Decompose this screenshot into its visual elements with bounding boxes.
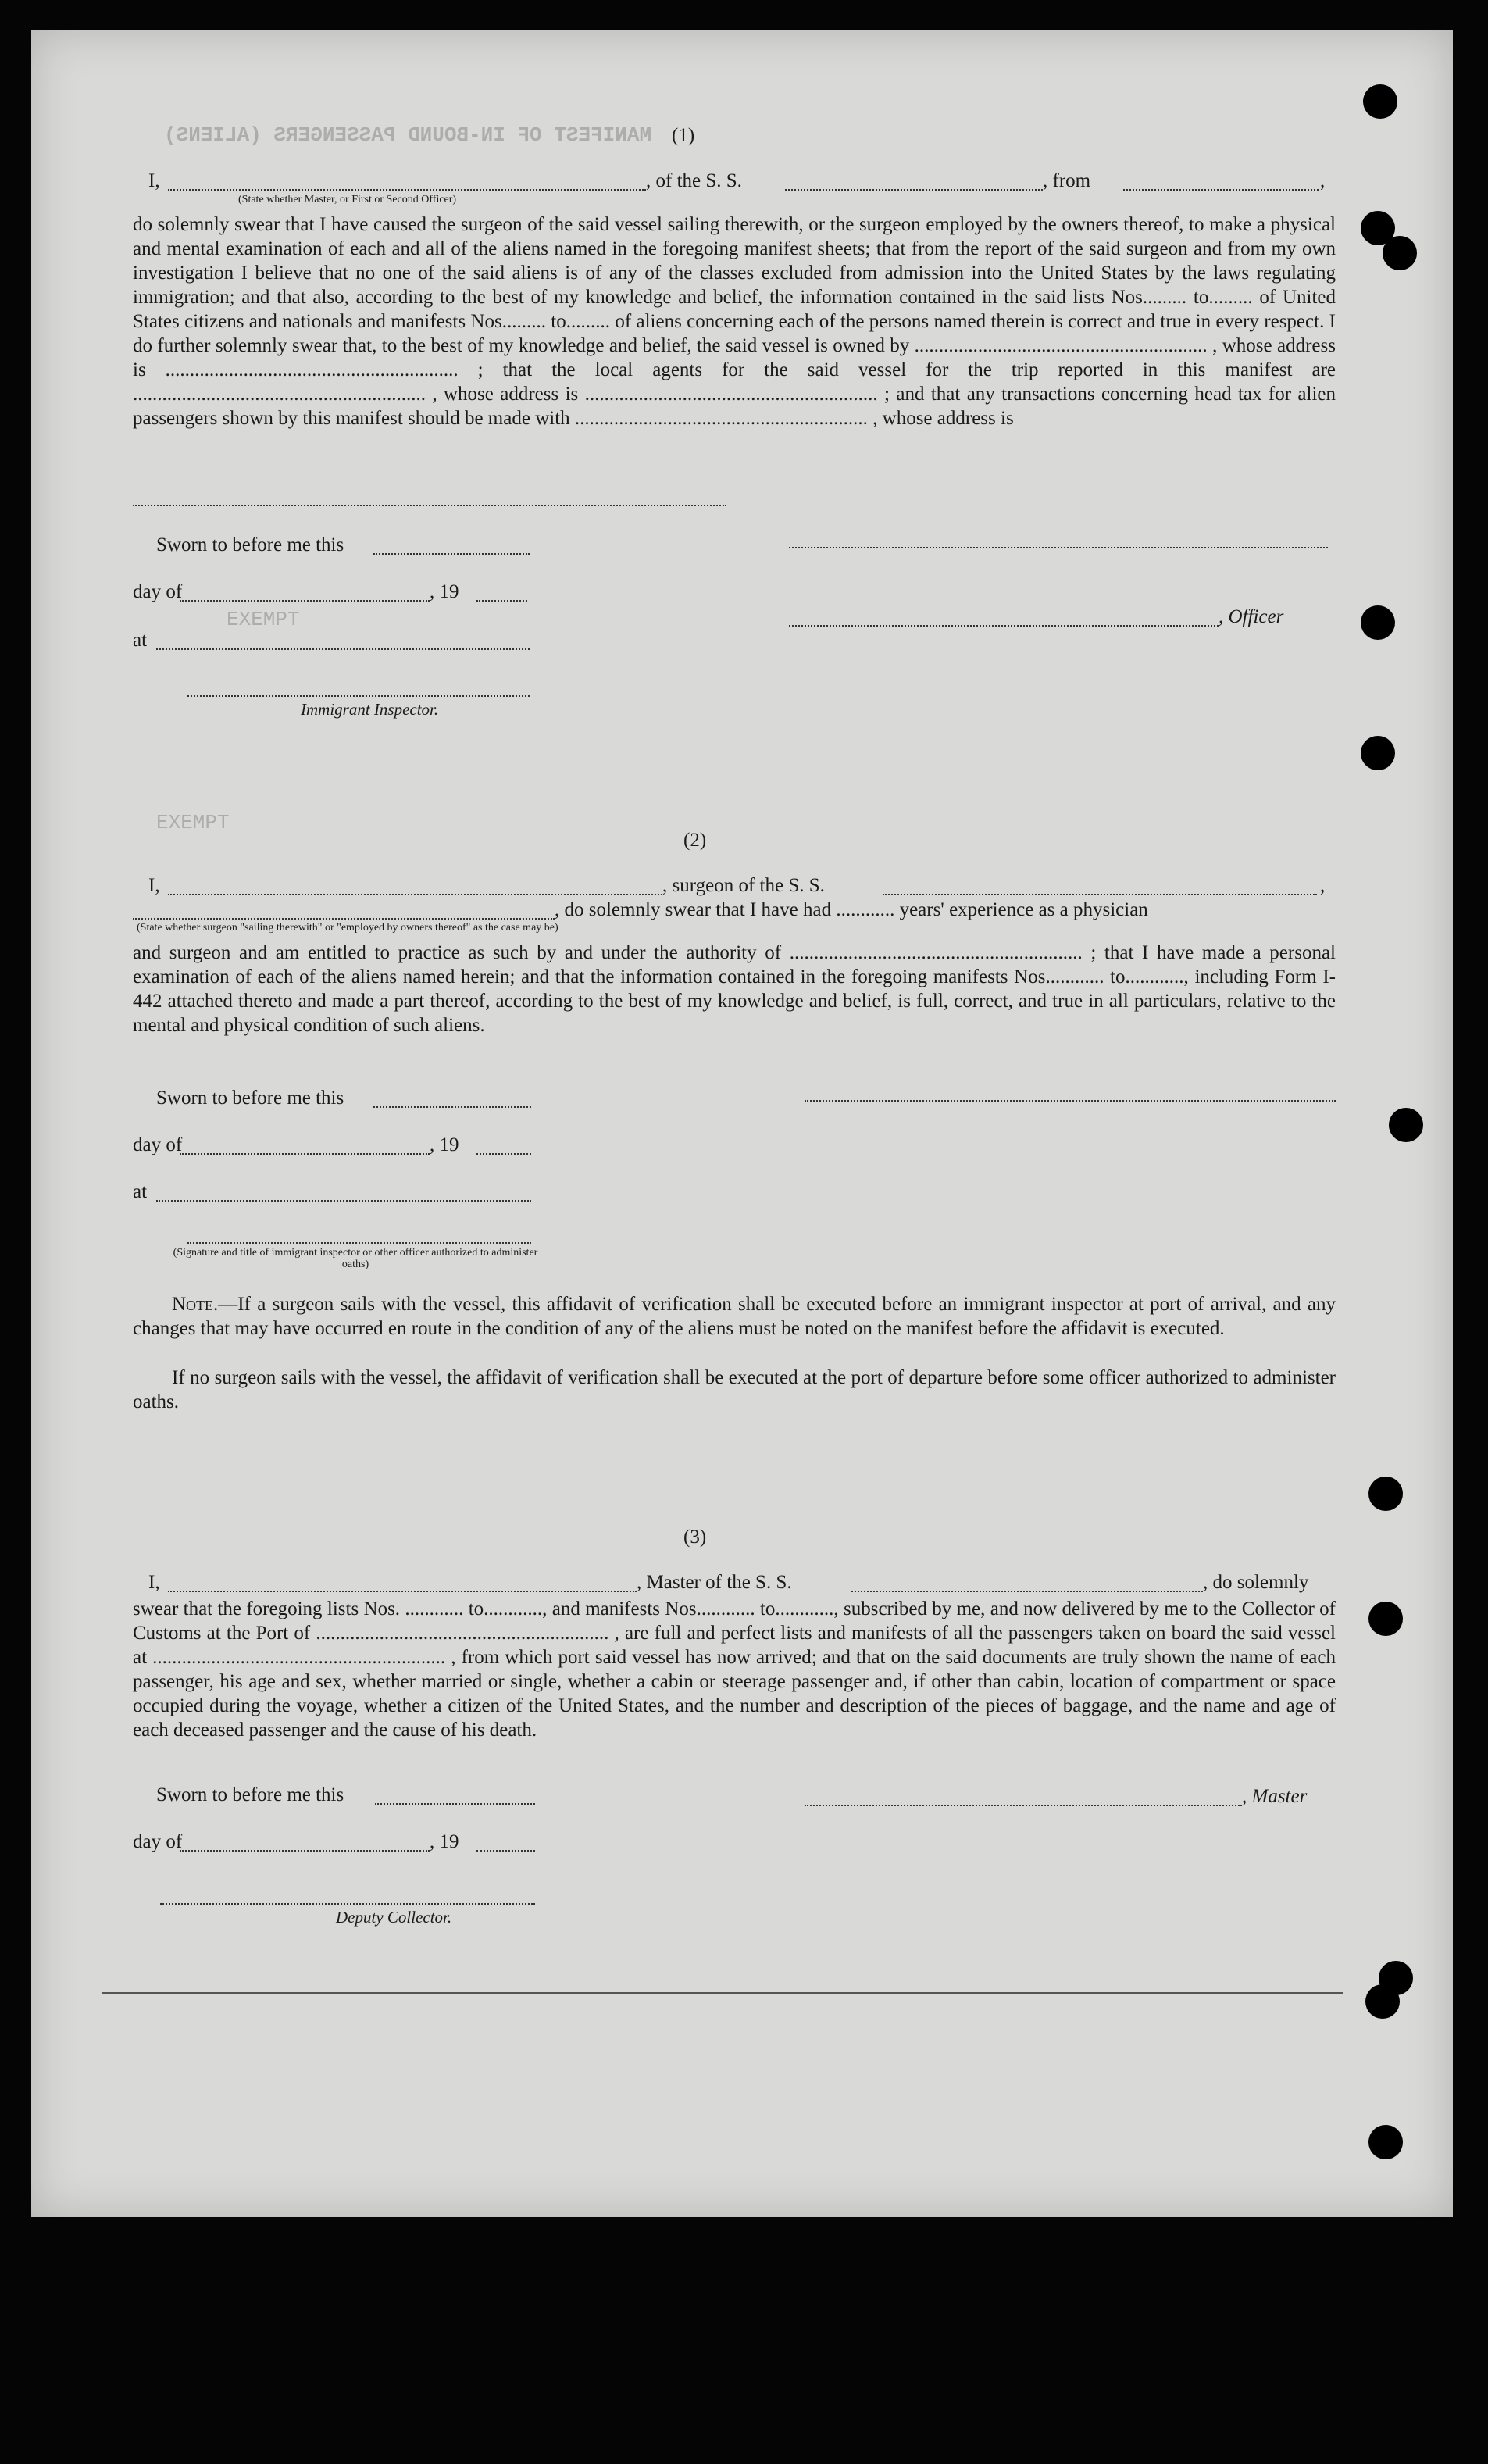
binder-hole <box>1361 736 1395 770</box>
oath-line: , <box>1320 875 1326 896</box>
bleed-through-exempt: EXEMPT <box>156 811 230 834</box>
fill-line <box>168 1591 637 1592</box>
fill-line <box>180 600 430 602</box>
oath-line: , of the S. S. <box>646 170 742 191</box>
master-label: , Master <box>1242 1786 1308 1807</box>
section-number: (2) <box>683 830 707 851</box>
bleed-through-title: MANIFEST OF IN-BOUND PASSENGERS (ALIENS) <box>164 123 652 147</box>
fill-line <box>476 600 527 602</box>
binder-hole <box>1368 1477 1403 1511</box>
fill-line <box>1123 189 1319 191</box>
signature-line <box>805 1100 1336 1102</box>
fill-line <box>375 1803 535 1805</box>
fill-line <box>180 1153 430 1155</box>
binder-hole <box>1368 1602 1403 1636</box>
section-number: (1) <box>672 125 695 146</box>
fill-line <box>133 918 555 920</box>
note-text: —If a surgeon sails with the vessel, this affidavit of verification shall be executed before an immigrant inspector at port of arrival, and any changes that may have occurred en route in the condition of any of the aliens must be noted on the manifest before the affidavit is executed. <box>133 1294 1336 1339</box>
sworn-label: Sworn to before me this <box>156 1087 344 1109</box>
signature-line <box>789 625 1219 627</box>
oath-line: , <box>1320 170 1326 191</box>
fill-line <box>476 1850 535 1852</box>
deputy-label: Deputy Collector. <box>336 1908 452 1927</box>
officer-label: , Officer <box>1219 606 1284 627</box>
fill-line <box>373 553 530 555</box>
fill-line <box>156 648 530 650</box>
field-note: (State whether surgeon "sailing therewith" or "employed by owners thereof" as the case may be) <box>137 922 558 934</box>
oath-line: , from <box>1043 170 1091 191</box>
oath-line: , Master of the S. S. <box>637 1572 792 1593</box>
binder-hole <box>1361 605 1395 640</box>
oath-line: , do solemnly <box>1203 1572 1309 1593</box>
note-paragraph-2: If no surgeon sails with the vessel, the affidavit of verification shall be executed at the port of departure before some officer authorized to administer oaths. <box>133 1367 1336 1412</box>
inspector-label: Immigrant Inspector. <box>301 700 439 719</box>
bottom-rule <box>102 1992 1343 1994</box>
sworn-label: Sworn to before me this <box>156 534 344 555</box>
sworn-label: Sworn to before me this <box>156 1784 344 1805</box>
signature-line <box>805 1805 1242 1806</box>
bleed-through-exempt: EXEMPT <box>227 608 300 631</box>
oath-body: swear that the foregoing lists Nos. ............ to............, and manifests Nos............ to............, subscribed by me, and now delivered by me to the Collector of Customs at the Port of ............................................................ , are full and perfect lists and manifests of all the passengers taken on board the said vessel at ............................................................ , from which port said vessel has now arrived; and that on the said documents are truly shown the name of each passenger, his age and sex, whether married or single, whether a cabin or steerage passenger and, if other than cabin, location of compartment or space occupied during the voyage, whether a citizen of the United States, and the number and description of the pieces of baggage, and the name and age of each deceased passenger and the cause of his death. <box>133 1598 1336 1741</box>
signature-line <box>187 1242 531 1244</box>
oath-line: I, <box>148 875 160 896</box>
field-note: (State whether Master, or First or Second Officer) <box>238 194 457 205</box>
at-label: at <box>133 1181 148 1202</box>
binder-hole <box>1368 2125 1403 2159</box>
binder-hole <box>1389 1108 1423 1142</box>
fill-line <box>133 505 726 506</box>
binder-hole <box>1365 1984 1400 2019</box>
form-page <box>31 30 1453 2217</box>
fill-line <box>168 894 662 895</box>
note-paragraph <box>133 1292 1336 1341</box>
signature-line <box>187 695 530 697</box>
day-of-label: day of <box>133 581 183 602</box>
fill-line <box>476 1153 531 1155</box>
year-label: , 19 <box>430 1134 459 1155</box>
fill-line <box>168 189 646 191</box>
day-of-label: day of <box>133 1831 183 1852</box>
fill-line <box>156 1200 531 1202</box>
fill-line <box>180 1850 430 1852</box>
fill-line <box>883 894 1317 895</box>
day-of-label: day of <box>133 1134 183 1155</box>
oath-body: and surgeon and am entitled to practice as such by and under the authority of ............................................................ ; that I have made a personal examination of each of the aliens named herein; and that the information contained in the foregoing manifests Nos............ to............, including Form I-442 attached thereto and made a part thereof, according to the best of my knowledge and belief, is full, correct, and true in all particulars, relative to the mental and physical condition of such aliens. <box>133 942 1336 1036</box>
binder-hole <box>1383 236 1417 270</box>
signature-note: (Signature and title of immigrant inspector or other officer authorized to administer oaths) <box>173 1247 538 1270</box>
section-number: (3) <box>683 1527 707 1548</box>
oath-body: do solemnly swear that I have caused the surgeon of the said vessel sailing therewith, or the surgeon employed by the owners thereof, to make a physical and mental examination of each and all of the aliens named in the foregoing manifest sheets; that from the report of the said surgeon and from my own investigation I believe that no one of the said aliens is of any of the classes excluded from admission into the United States by the laws regulating immigration; and that also, according to the best of my knowledge and belief, the information contained in the said lists Nos......... to......... of United States citizens and nationals and manifests Nos......... to......... of aliens concerning each of the persons named therein is correct and true in every respect. I do further solemnly swear that, to the best of my knowledge and belief, the said vessel is owned by ............................................................ , whose address is ............................................................ ; that the local agents for the said vessel for the trip reported in this manifest are ............................................................ , whose address is ............................................................ ; and that any transactions concerning head tax for alien passengers shown by this manifest should be made with ............................................................ , whose address is <box>133 214 1336 429</box>
year-label: , 19 <box>430 1831 459 1852</box>
oath-line: I, <box>148 1572 160 1593</box>
oath-line: I, <box>148 170 160 191</box>
fill-line <box>851 1591 1203 1592</box>
fill-line <box>785 189 1043 191</box>
binder-hole <box>1363 84 1397 119</box>
signature-line <box>789 547 1328 548</box>
signature-line <box>160 1903 535 1905</box>
year-label: , 19 <box>430 581 459 602</box>
oath-line: , do solemnly swear that I have had ............ years' experience as a physician <box>555 899 1148 920</box>
oath-line: , surgeon of the S. S. <box>662 875 825 896</box>
note-label: Note. <box>172 1294 219 1315</box>
at-label: at <box>133 630 148 651</box>
fill-line <box>373 1106 531 1108</box>
